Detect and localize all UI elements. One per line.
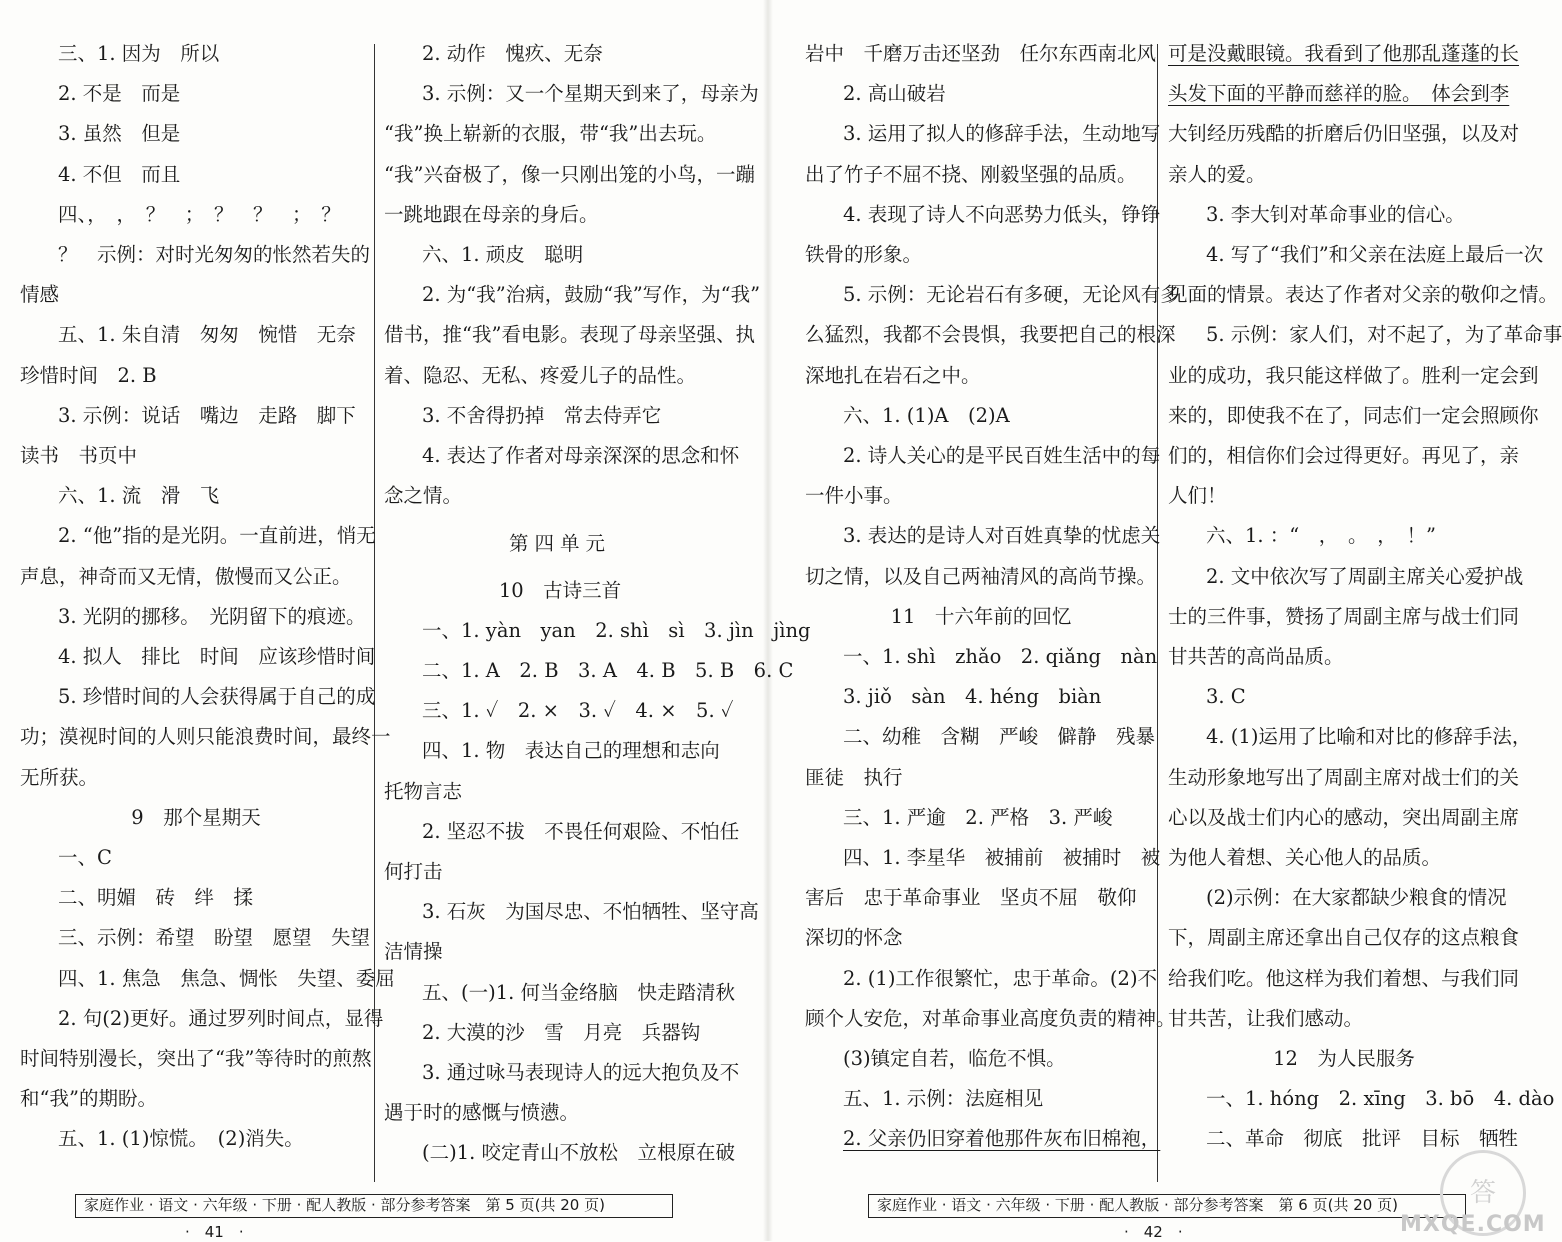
footer-left: 家庭作业 · 语文 · 六年级 · 下册 · 配人教版 · 部分参考答案 第 5 页(共 20 页) — [75, 1194, 673, 1218]
col2-line: “我”兴奋极了，像一只刚出笼的小鸟，一蹦 — [384, 162, 755, 186]
col3-line: 5. 示例：无论岩石有多硬，无论风有多 — [843, 283, 1180, 307]
col4-line: 甘共苦的高尚品质。 — [1168, 645, 1344, 669]
col4-line: 二、革命 彻底 批评 目标 牺牲 — [1206, 1127, 1519, 1151]
col3-line: 六、1. (1)A (2)A — [843, 403, 1010, 427]
page-number-left: · 41 · — [185, 1223, 244, 1241]
col2-line: 10 古诗三首 — [498, 578, 622, 602]
col2-line: 3. 示例：又一个星期天到来了，母亲为 — [422, 82, 759, 106]
col3-line: 2. (1)工作很繁忙，忠于革命。(2)不 — [843, 966, 1158, 990]
col3-line: 深地扎在岩石之中。 — [805, 363, 981, 387]
col4-line: 12 为人民服务 — [1273, 1047, 1415, 1071]
col3-line: 三、1. 严逾 2. 严格 3. 严峻 — [843, 805, 1113, 829]
col4-line: 见面的情景。表达了作者对父亲的敬仰之情。 — [1168, 283, 1559, 307]
col2-line: 着、隐忍、无私、疼爱儿子的品性。 — [384, 363, 697, 387]
col4-line: 3. C — [1206, 685, 1246, 709]
col3-line: 11 十六年前的回忆 — [890, 604, 1072, 628]
col1-line: 2. 不是 而是 — [58, 82, 181, 106]
col3-line: 么猛烈，我都不会畏惧，我要把自己的根深 — [805, 323, 1176, 347]
col1-line: 3. 光阴的挪移。 光阴留下的痕迹。 — [58, 604, 366, 628]
col4-line: 亲人的爱。 — [1168, 162, 1266, 186]
col1-line: 9 那个星期天 — [131, 805, 261, 829]
col2-line: 洁情操 — [384, 940, 443, 964]
col3-line: 五、1. 示例：法庭相见 — [843, 1087, 1044, 1111]
col4-line: 2. 文中依次写了周副主席关心爱护战 — [1206, 564, 1524, 588]
col2-line: 3. 不舍得扔掉 常去侍弄它 — [422, 403, 662, 427]
col4-line: 4. (1)运用了比喻和对比的修辞手法， — [1206, 725, 1532, 749]
col1-line: 功；漠视时间的人则只能浪费时间，最终一 — [20, 725, 391, 749]
col1-line: 二、明媚 砖 绊 揉 — [58, 886, 254, 910]
col2-line: 何打击 — [384, 860, 443, 884]
col4-line: 六、1. ：“ ， 。 ， ！” — [1206, 524, 1436, 548]
col4-line: 们的，相信你们会过得更好。再见了，亲 — [1168, 444, 1520, 468]
col3-line: (3)镇定自若，临危不惧。 — [843, 1047, 1066, 1071]
col2-line: 二、1. A 2. B 3. A 4. B 5. B 6. C — [422, 659, 794, 683]
answer-column-1 — [20, 34, 395, 1160]
col1-line: 2. “他”指的是光阴。一直前进，悄无 — [58, 524, 376, 548]
col2-line: 遇于时的感慨与愤懑。 — [384, 1101, 580, 1125]
col3-line: 3. 表达的是诗人对百姓真挚的忧虑关 — [843, 524, 1161, 548]
col2-line: 借书，推“我”看电影。表现了母亲坚强、执 — [384, 323, 755, 347]
col2-line: 一跳地跟在母亲的身后。 — [384, 202, 599, 226]
col4-line: 为他人着想、关心他人的品质。 — [1168, 846, 1442, 870]
col2-line: 4. 表达了作者对母亲深深的思念和怀 — [422, 444, 740, 468]
col1-line: 情感 — [20, 283, 60, 307]
col4-line: 生动形象地写出了周副主席对战士们的关 — [1168, 765, 1520, 789]
col1-line: 时间特别漫长，突出了“我”等待时的煎熬 — [20, 1047, 372, 1071]
col2-line: 三、1. ✓ 2. × 3. ✓ 4. × 5. ✓ — [422, 699, 734, 723]
col2-line: (二)1. 咬定青山不放松 立根原在破 — [422, 1141, 736, 1165]
col3-line: 一件小事。 — [805, 484, 903, 508]
footer-right: 家庭作业 · 语文 · 六年级 · 下册 · 配人教版 · 部分参考答案 第 6 页(共 20 页) — [868, 1194, 1466, 1218]
col4-line: 可是没戴眼镜。我看到了他那乱蓬蓬的长 — [1168, 42, 1520, 65]
col1-line: 珍惜时间 2. B — [20, 363, 157, 387]
col1-line: 声息，神奇而又无情，傲慢而又公正。 — [20, 564, 352, 588]
col1-line: 无所获。 — [20, 765, 99, 789]
col1-line: 3. 示例：说话 嘴边 走路 脚下 — [58, 403, 356, 427]
col1-line: 和“我”的期盼。 — [20, 1087, 157, 1111]
col1-line: 读书 书页中 — [20, 444, 138, 468]
col2-line: 六、1. 顽皮 聪明 — [422, 243, 584, 267]
col3-line: 切之情，以及自己两袖清风的高尚节操。 — [805, 564, 1157, 588]
col4-line: 头发下面的平静而慈祥的脸。 体会到李 — [1168, 82, 1510, 106]
col3-line: 4. 表现了诗人不向恶势力低头，铮铮 — [843, 202, 1161, 226]
col1-line: 5. 珍惜时间的人会获得属于自己的成 — [58, 685, 376, 709]
col1-line: 一、C — [58, 846, 112, 870]
col2-line: 2. 坚忍不拔 不畏任何艰险、不怕任 — [422, 819, 740, 843]
col3-line: 顾个人安危，对革命事业高度负责的精神。 — [805, 1006, 1176, 1030]
col1-line: 五、1. (1)惊慌。 (2)消失。 — [58, 1127, 304, 1151]
col2-line: 一、1. yàn yan 2. shì sì 3. jìn jìng — [422, 618, 811, 642]
col1-line: 4. 不但 而且 — [58, 162, 181, 186]
watermark-text: MXQE.COM — [1400, 1212, 1546, 1237]
col3-line: 害后 忠于革命事业 坚贞不屈 敬仰 — [805, 886, 1137, 910]
col3-line: 四、1. 李星华 被捕前 被捕时 被 — [843, 846, 1161, 870]
col4-line: 给我们吃。他这样为我们着想、与我们同 — [1168, 966, 1520, 990]
col1-line: 五、1. 朱自清 匆匆 惋惜 无奈 — [58, 323, 356, 347]
col3-line: 二、幼稚 含糊 严峻 僻静 残暴 — [843, 725, 1156, 749]
watermark-logo: 答 — [1440, 1150, 1526, 1236]
col3-line: 3. jiǒ sàn 4. héng biàn — [843, 685, 1102, 709]
col2-line: 3. 石灰 为国尽忠、不怕牺牲、坚守高 — [422, 900, 759, 924]
col3-line: 铁骨的形象。 — [805, 243, 923, 267]
col1-line: 四、， ， ？ ； ？ ？ ； ？ — [58, 202, 341, 226]
col4-line: 人们！ — [1168, 484, 1227, 508]
col4-line: 下，周副主席还拿出自己仅存的这点粮食 — [1168, 926, 1520, 950]
page-number-right: · 42 · — [1124, 1223, 1183, 1241]
col4-line: 士的三件事，赞扬了周副主席与战士们同 — [1168, 604, 1520, 628]
col3-line: 出了竹子不屈不挠、刚毅坚强的品质。 — [805, 162, 1137, 186]
col3-line: 2. 父亲仍旧穿着他那件灰布旧棉袍， — [843, 1127, 1161, 1151]
col3-line: 2. 诗人关心的是平民百姓生活中的每 — [843, 444, 1161, 468]
col2-line: 3. 通过咏马表现诗人的远大抱负及不 — [422, 1061, 740, 1085]
col4-line: 大钊经历残酷的折磨后仍旧坚强，以及对 — [1168, 122, 1520, 146]
col2-line: 五、(一)1. 何当金络脑 快走踏清秋 — [422, 980, 736, 1004]
col3-line: 岩中 千磨万击还坚劲 任尔东西南北风 — [805, 42, 1157, 65]
col2-line: 托物言志 — [384, 779, 463, 803]
answer-column-4 — [1168, 34, 1562, 1160]
col1-line: 三、示例：希望 盼望 愿望 失望 — [58, 926, 371, 950]
col3-line: 深切的怀念 — [805, 926, 903, 950]
col3-line: 2. 高山破岩 — [843, 82, 946, 106]
col4-line: 3. 李大钊对革命事业的信心。 — [1206, 202, 1465, 226]
col3-line: 一、1. shì zhǎo 2. qiǎng nàn — [843, 645, 1158, 669]
col1-line: 3. 虽然 但是 — [58, 122, 181, 146]
col1-line: ？ 示例：对时光匆匆的怅然若失的 — [58, 243, 371, 267]
col4-line: (2)示例：在大家都缺少粮食的情况 — [1206, 886, 1507, 910]
col2-line: 2. 为“我”治病，鼓励“我”写作，为“我” — [422, 283, 761, 307]
answer-column-2 — [384, 34, 811, 1174]
col1-line: 六、1. 流 滑 飞 — [58, 484, 220, 508]
col1-line: 三、1. 因为 所以 — [58, 42, 220, 65]
col2-line: 2. 动作 愧疚、无奈 — [422, 42, 603, 65]
col2-line: 念之情。 — [384, 484, 463, 508]
col4-line: 来的，即使我不在了，同志们一定会照顾你 — [1168, 403, 1539, 427]
col1-line: 2. 句(2)更好。通过罗列时间点，显得 — [58, 1006, 384, 1030]
col3-line: 3. 运用了拟人的修辞手法，生动地写 — [843, 122, 1161, 146]
col2-line: 第四单元 — [508, 532, 611, 556]
col1-line: 四、1. 焦急 焦急、惆怅 失望、委屈 — [58, 966, 395, 990]
col2-line: 2. 大漠的沙 雪 月亮 兵器钩 — [422, 1020, 701, 1044]
answer-column-3 — [805, 34, 1180, 1160]
col4-line: 甘共苦，让我们感动。 — [1168, 1006, 1364, 1030]
col2-line: “我”换上崭新的衣服，带“我”出去玩。 — [384, 122, 717, 146]
col1-line: 4. 拟人 排比 时间 应该珍惜时间 — [58, 645, 376, 669]
col4-line: 心以及战士们内心的感动，突出周副主席 — [1168, 805, 1520, 829]
col4-line: 5. 示例：家人们，对不起了，为了革命事 — [1206, 323, 1562, 347]
col4-line: 4. 写了“我们”和父亲在法庭上最后一次 — [1206, 243, 1544, 267]
col3-line: 匪徒 执行 — [805, 765, 903, 789]
col4-line: 一、1. hóng 2. xīng 3. bō 4. dào — [1206, 1087, 1555, 1111]
col2-line: 四、1. 物 表达自己的理想和志向 — [422, 739, 720, 763]
col4-line: 业的成功，我只能这样做了。胜利一定会到 — [1168, 363, 1539, 387]
